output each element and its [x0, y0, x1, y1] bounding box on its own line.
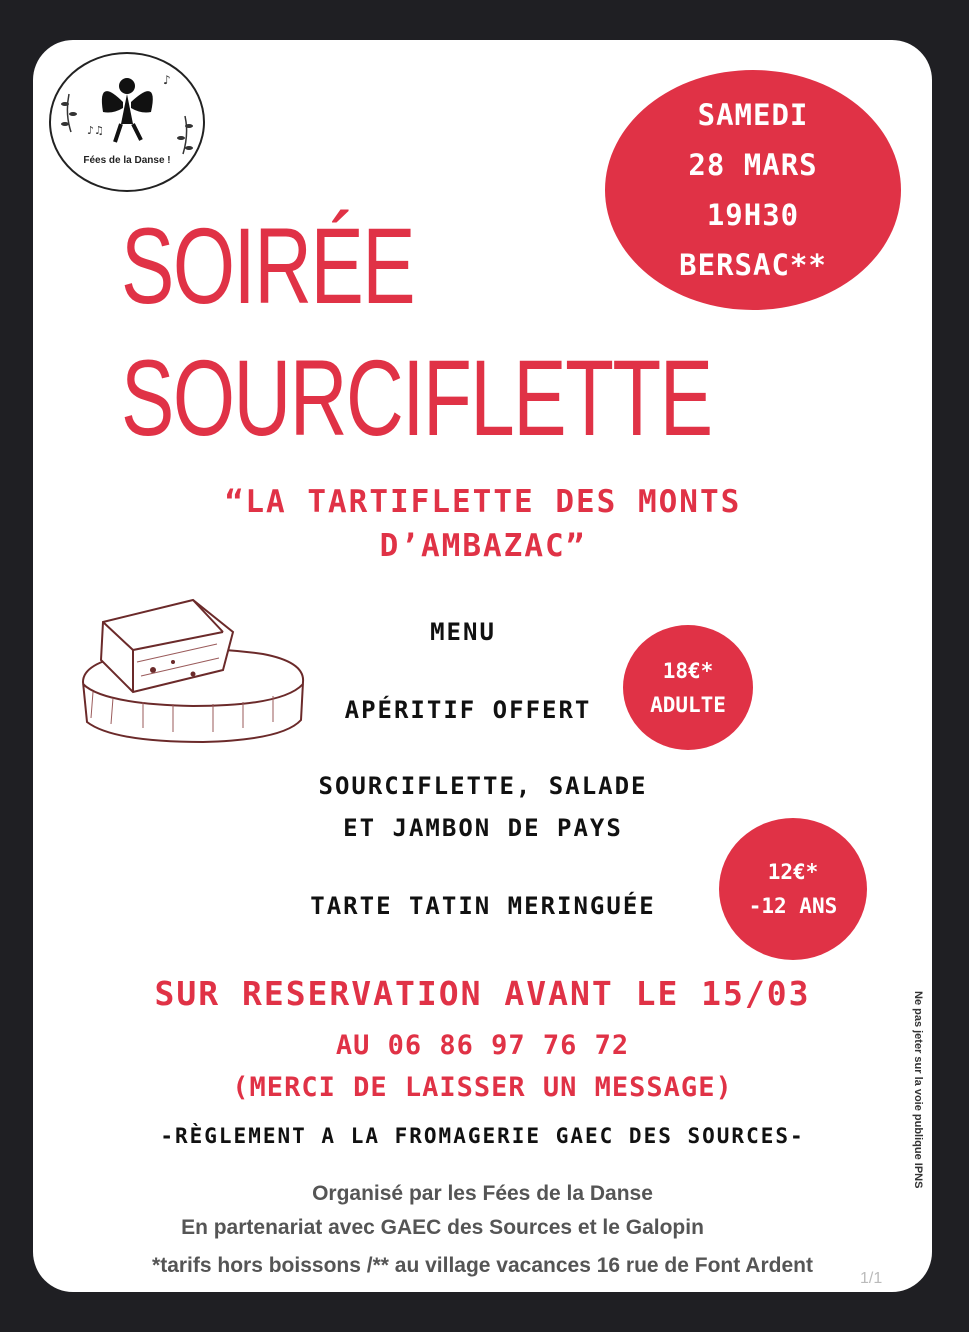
adult-label: ADULTE	[650, 692, 726, 717]
event-subtitle	[133, 480, 833, 568]
menu-main-line-1: SOURCIFLETTE, SALADE	[318, 772, 648, 800]
subtitle-line-2: D’AMBAZAC”	[379, 528, 587, 564]
footer-partnership: En partenariat avec GAEC des Sources et le Galopin	[181, 1216, 704, 1239]
reservation-message: (MERCI DE LAISSER UN MESSAGE)	[232, 1072, 733, 1103]
flyer-poster	[33, 40, 932, 1292]
child-price-bubble	[719, 818, 867, 960]
event-title	[121, 200, 712, 464]
page-indicator: 1/1	[860, 1270, 883, 1287]
child-label: -12 ANS	[748, 894, 838, 918]
date-date: 28 MARS	[688, 148, 818, 182]
fees-de-la-danse-logo	[49, 52, 205, 192]
fairy-icon	[51, 54, 203, 190]
payment-info: -RÈGLEMENT A LA FROMAGERIE GAEC DES SOURCES-	[160, 1124, 805, 1148]
footer-notes: *tarifs hors boissons /** au village vacances 16 rue de Font Ardent	[152, 1254, 813, 1277]
title-line-1: SOIRÉE	[121, 205, 415, 326]
child-price: 12€*	[767, 860, 819, 884]
menu-heading: MENU	[430, 618, 496, 646]
menu-main-line-2: ET JAMBON DE PAYS	[343, 814, 623, 842]
date-time: 19H30	[706, 198, 800, 232]
menu-aperitif: APÉRITIF OFFERT	[344, 696, 592, 724]
subtitle-line-1: “LA TARTIFLETTE DES MONTS	[224, 484, 742, 520]
side-note	[901, 991, 924, 1230]
svg-text:♪: ♪	[163, 73, 171, 87]
footer-organizer: Organisé par les Fées de la Danse	[312, 1182, 653, 1205]
date-day: SAMEDI	[697, 98, 809, 132]
cheese-illustration	[73, 592, 313, 752]
title-line-2: SOURCIFLETTE	[121, 337, 712, 458]
adult-price-bubble	[623, 625, 753, 750]
menu-dessert: TARTE TATIN MERINGUÉE	[310, 892, 656, 920]
date-place: BERSAC**	[679, 248, 827, 282]
logo-text: Fées de la Danse !	[83, 155, 171, 166]
svg-text:♪♫: ♪♫	[87, 124, 104, 137]
reservation-phone: AU 06 86 97 76 72	[335, 1030, 630, 1061]
side-note-text: Ne pas jeter sur la voie publique IPNS	[912, 991, 924, 1189]
adult-price: 18€*	[662, 658, 714, 683]
reservation-headline: SUR RESERVATION AVANT LE 15/03	[154, 974, 811, 1013]
